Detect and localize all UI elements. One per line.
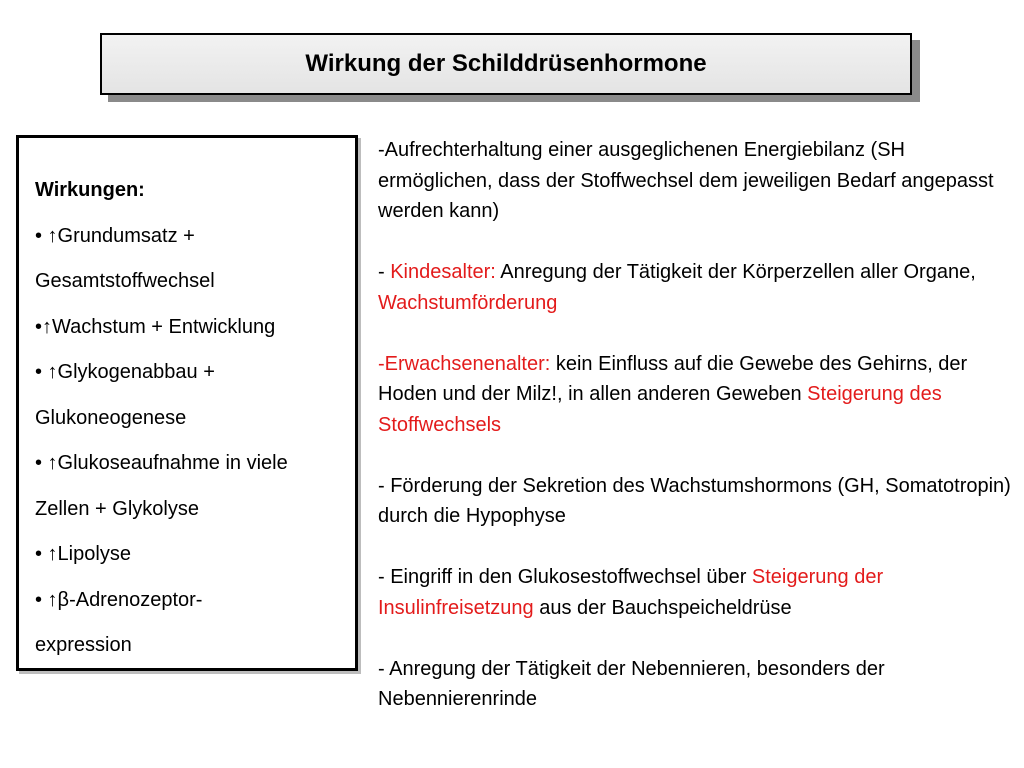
list-item: Glukoneogenese [35, 406, 187, 429]
list-item: Zellen + Glykolyse [35, 497, 199, 520]
paragraph-suffix: aus der Bauchspeicheldrüse [533, 596, 792, 619]
highlight-adulthood: -Erwachsenenalter: [378, 352, 551, 375]
list-item: • ↑Glykogenabbau + [35, 361, 215, 383]
list-item: • ↑Glukoseaufnahme in viele [35, 452, 288, 474]
paragraph-prefix: - [378, 261, 391, 283]
paragraph-text: -Aufrechterhaltung einer ausgeglichenen Energiebilanz (SH ermöglichen, dass der Stoffwechsel dem jeweiligen Bedarf angepasst werden kann) [378, 139, 994, 222]
effects-box [16, 135, 358, 671]
highlight-growth: Wachstumförderung [378, 291, 558, 314]
paragraph-childhood [378, 257, 1018, 318]
list-item: • ↑β-Adrenozeptor- [35, 588, 203, 611]
paragraph-text: - Förderung der Sekretion des Wachstumshormons (GH, Somatotropin) durch die Hypophyse [378, 474, 1011, 527]
highlight-childhood: Kindesalter: [390, 261, 496, 283]
paragraph-glucose [378, 562, 1018, 623]
list-item: expression [35, 634, 132, 656]
paragraph-adrenal [378, 654, 1018, 715]
list-item: • ↑Grundumsatz + [35, 224, 195, 247]
effects-heading: Wirkungen: [35, 179, 145, 201]
paragraph-text: Anregung der Tätigkeit der Körperzellen aller Organe, [495, 261, 976, 283]
effects-list [35, 168, 350, 669]
highlight-metabolism: Steigerung des Stoffwechsels [378, 383, 942, 436]
list-item: •↑Wachstum + Entwicklung [35, 315, 276, 338]
highlight-insulin: Steigerung der Insulinfreisetzung [378, 566, 884, 619]
paragraph-adulthood [378, 349, 1018, 441]
page-title: Wirkung der Schilddrüsenhormone [305, 50, 707, 77]
list-item: Gesamtstoffwechsel [35, 270, 215, 292]
paragraph-text: kein Einfluss auf die Gewebe des Gehirns, der Hoden und der Milz!, in allen anderen Geweben [378, 352, 968, 405]
paragraph-energy-balance [378, 135, 1018, 227]
description-column [378, 135, 1018, 715]
list-item: • ↑Lipolyse [35, 543, 131, 565]
title-box [100, 33, 912, 95]
paragraph-text: - Anregung der Tätigkeit der Nebennieren, besonders der Nebennierenrinde [378, 657, 885, 710]
paragraph-growth-hormone [378, 471, 1018, 532]
paragraph-prefix: - Eingriff in den Glukosestoffwechsel über [378, 566, 752, 588]
